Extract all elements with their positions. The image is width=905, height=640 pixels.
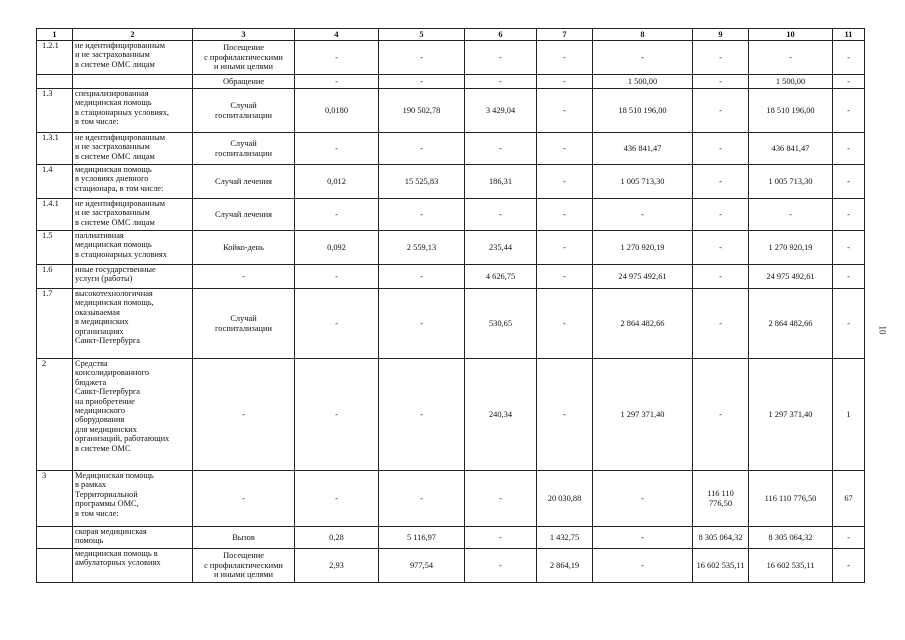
per-capita-cell: - (465, 549, 537, 583)
header-cell: 5 (379, 29, 465, 41)
per-capita-cell: 4 626,75 (465, 265, 537, 289)
row-name-cell: специализированная медицинская помощь в стационарных условиях, в том числе: (73, 89, 193, 133)
total-oms-cell: - (693, 199, 749, 231)
per-capita-oms-cell: - (537, 75, 593, 89)
row-name-cell: медицинская помощь в условиях дневного стационара, в том числе: (73, 165, 193, 199)
row-number-cell: 1.4.1 (37, 199, 73, 231)
percent-cell: - (833, 133, 865, 165)
per-capita-cell: 240,34 (465, 359, 537, 471)
table-row (37, 231, 865, 265)
total-oms-cell: - (693, 75, 749, 89)
total-sum-cell: 8 305 064,32 (749, 527, 833, 549)
header-cell: 9 (693, 29, 749, 41)
row-number-cell: 1.2.1 (37, 41, 73, 75)
percent-cell: - (833, 265, 865, 289)
per-capita-oms-cell: - (537, 231, 593, 265)
total-sum-cell: 436 841,47 (749, 133, 833, 165)
per-capita-oms-cell: - (537, 199, 593, 231)
cost-per-unit-cell: - (379, 133, 465, 165)
total-budget-cell: - (593, 527, 693, 549)
total-sum-cell: 2 864 482,66 (749, 289, 833, 359)
percent-cell: - (833, 199, 865, 231)
total-budget-cell: - (593, 549, 693, 583)
cost-per-unit-cell: - (379, 359, 465, 471)
volume-cell: 0,092 (295, 231, 379, 265)
total-oms-cell: - (693, 289, 749, 359)
per-capita-cell: 235,44 (465, 231, 537, 265)
total-oms-cell: 116 110 776,50 (693, 471, 749, 527)
volume-cell: - (295, 133, 379, 165)
table-row (37, 289, 865, 359)
volume-cell: - (295, 289, 379, 359)
table-row (37, 471, 865, 527)
total-budget-cell: 1 297 371,40 (593, 359, 693, 471)
volume-cell: - (295, 75, 379, 89)
total-sum-cell: - (749, 199, 833, 231)
cost-per-unit-cell: 190 502,78 (379, 89, 465, 133)
cost-per-unit-cell: 2 559,13 (379, 231, 465, 265)
per-capita-cell: - (465, 133, 537, 165)
per-capita-oms-cell: - (537, 165, 593, 199)
header-cell: 2 (73, 29, 193, 41)
per-capita-oms-cell: - (537, 133, 593, 165)
header-cell: 10 (749, 29, 833, 41)
table-row (37, 527, 865, 549)
total-budget-cell: 1 500,00 (593, 75, 693, 89)
per-capita-cell: - (465, 471, 537, 527)
total-oms-cell: 8 305 064,32 (693, 527, 749, 549)
table-row (37, 75, 865, 89)
header-cell: 3 (193, 29, 295, 41)
header-cell: 6 (465, 29, 537, 41)
row-name-cell: не идентифицированным и не застрахованным в системе ОМС лицам (73, 41, 193, 75)
total-budget-cell: 1 270 920,19 (593, 231, 693, 265)
cost-per-unit-cell: - (379, 41, 465, 75)
unit-cell: Вызов (193, 527, 295, 549)
unit-cell: Посещение с профилактическими и иными целями (193, 41, 295, 75)
cost-per-unit-cell: 15 525,83 (379, 165, 465, 199)
per-capita-oms-cell: - (537, 359, 593, 471)
table-row (37, 41, 865, 75)
unit-cell: Случай госпитализации (193, 89, 295, 133)
total-sum-cell: - (749, 41, 833, 75)
total-oms-cell: - (693, 359, 749, 471)
row-number-cell: 2 (37, 359, 73, 471)
row-number-cell (37, 75, 73, 89)
row-name-cell: не идентифицированным и не застрахованным в системе ОМС лицам (73, 199, 193, 231)
cost-per-unit-cell: - (379, 265, 465, 289)
row-name-cell: скорая медицинская помощь (73, 527, 193, 549)
total-oms-cell: 16 602 535,11 (693, 549, 749, 583)
table-row (37, 359, 865, 471)
row-number-cell: 1.5 (37, 231, 73, 265)
row-name-cell: медицинская помощь в амбулаторных условиях (73, 549, 193, 583)
total-oms-cell: - (693, 231, 749, 265)
per-capita-cell: - (465, 41, 537, 75)
header-cell: 8 (593, 29, 693, 41)
total-sum-cell: 116 110 776,50 (749, 471, 833, 527)
row-number-cell: 3 (37, 471, 73, 527)
row-name-cell: не идентифицированным и не застрахованным в системе ОМС лицам (73, 133, 193, 165)
table-row (37, 89, 865, 133)
volume-cell: 0,0180 (295, 89, 379, 133)
total-budget-cell: 1 005 713,30 (593, 165, 693, 199)
table-row (37, 199, 865, 231)
volume-cell: 0,28 (295, 527, 379, 549)
total-sum-cell: 16 602 535,11 (749, 549, 833, 583)
unit-cell: Посещение с профилактическими и иными целями (193, 549, 295, 583)
page-number: 10 (877, 325, 888, 335)
row-name-cell: паллиативная медицинская помощь в стационарных условиях (73, 231, 193, 265)
total-oms-cell: - (693, 41, 749, 75)
row-number-cell: 1.7 (37, 289, 73, 359)
per-capita-cell: - (465, 75, 537, 89)
percent-cell: - (833, 41, 865, 75)
per-capita-cell: - (465, 527, 537, 549)
header-cell: 1 (37, 29, 73, 41)
cost-per-unit-cell: - (379, 471, 465, 527)
total-sum-cell: 1 297 371,40 (749, 359, 833, 471)
cost-per-unit-cell: 977,54 (379, 549, 465, 583)
volume-cell: - (295, 359, 379, 471)
total-budget-cell: - (593, 199, 693, 231)
per-capita-oms-cell: 20 030,88 (537, 471, 593, 527)
total-oms-cell: - (693, 133, 749, 165)
per-capita-cell: 3 429,04 (465, 89, 537, 133)
header-cell: 7 (537, 29, 593, 41)
volume-cell: - (295, 265, 379, 289)
percent-cell: - (833, 75, 865, 89)
total-sum-cell: 1 500,00 (749, 75, 833, 89)
table-row (37, 265, 865, 289)
row-number-cell (37, 527, 73, 549)
volume-cell: 2,93 (295, 549, 379, 583)
row-number-cell (37, 549, 73, 583)
per-capita-oms-cell: 2 864,19 (537, 549, 593, 583)
percent-cell: - (833, 289, 865, 359)
unit-cell: - (193, 265, 295, 289)
unit-cell: Обращение (193, 75, 295, 89)
cost-per-unit-cell: - (379, 289, 465, 359)
header-row (37, 29, 865, 41)
unit-cell: Койко-день (193, 231, 295, 265)
unit-cell: Случай госпитализации (193, 289, 295, 359)
percent-cell: - (833, 527, 865, 549)
total-sum-cell: 1 270 920,19 (749, 231, 833, 265)
per-capita-oms-cell: - (537, 265, 593, 289)
total-budget-cell: - (593, 471, 693, 527)
per-capita-cell: 186,31 (465, 165, 537, 199)
total-budget-cell: - (593, 41, 693, 75)
cost-per-unit-cell: - (379, 75, 465, 89)
per-capita-cell: 530,65 (465, 289, 537, 359)
unit-cell: - (193, 471, 295, 527)
total-budget-cell: 2 864 482,66 (593, 289, 693, 359)
volume-cell: 0,012 (295, 165, 379, 199)
per-capita-oms-cell: - (537, 41, 593, 75)
table-row (37, 549, 865, 583)
per-capita-oms-cell: 1 432,75 (537, 527, 593, 549)
row-name-cell: иные государственные услуги (работы) (73, 265, 193, 289)
budget-table (36, 28, 865, 583)
header-cell: 11 (833, 29, 865, 41)
percent-cell: - (833, 231, 865, 265)
unit-cell: Случай лечения (193, 165, 295, 199)
total-budget-cell: 24 975 492,61 (593, 265, 693, 289)
total-oms-cell: - (693, 89, 749, 133)
row-name-cell (73, 75, 193, 89)
row-name-cell: Медицинская помощь в рамках Территориальной программы ОМС, в том числе: (73, 471, 193, 527)
table-row (37, 133, 865, 165)
row-name-cell: высокотехнологичная медицинская помощь, оказываемая в медицинских организациях Санкт-Петербурга (73, 289, 193, 359)
row-number-cell: 1.3.1 (37, 133, 73, 165)
per-capita-oms-cell: - (537, 289, 593, 359)
row-name-cell: Средства консолидированного бюджета Санкт-Петербурга на приобретение медицинского оборудования для медицинских организаций, работающих в системе ОМС (73, 359, 193, 471)
cost-per-unit-cell: - (379, 199, 465, 231)
volume-cell: - (295, 199, 379, 231)
per-capita-oms-cell: - (537, 89, 593, 133)
row-number-cell: 1.6 (37, 265, 73, 289)
total-oms-cell: - (693, 165, 749, 199)
per-capita-cell: - (465, 199, 537, 231)
cost-per-unit-cell: 5 116,97 (379, 527, 465, 549)
row-number-cell: 1.4 (37, 165, 73, 199)
table-row (37, 165, 865, 199)
percent-cell: 1 (833, 359, 865, 471)
percent-cell: - (833, 89, 865, 133)
row-number-cell: 1.3 (37, 89, 73, 133)
total-sum-cell: 18 510 196,00 (749, 89, 833, 133)
total-oms-cell: - (693, 265, 749, 289)
total-sum-cell: 1 005 713,30 (749, 165, 833, 199)
unit-cell: Случай госпитализации (193, 133, 295, 165)
volume-cell: - (295, 41, 379, 75)
total-sum-cell: 24 975 492,61 (749, 265, 833, 289)
percent-cell: - (833, 165, 865, 199)
unit-cell: Случай лечения (193, 199, 295, 231)
percent-cell: - (833, 549, 865, 583)
volume-cell: - (295, 471, 379, 527)
percent-cell: 67 (833, 471, 865, 527)
total-budget-cell: 436 841,47 (593, 133, 693, 165)
unit-cell: - (193, 359, 295, 471)
total-budget-cell: 18 510 196,00 (593, 89, 693, 133)
header-cell: 4 (295, 29, 379, 41)
